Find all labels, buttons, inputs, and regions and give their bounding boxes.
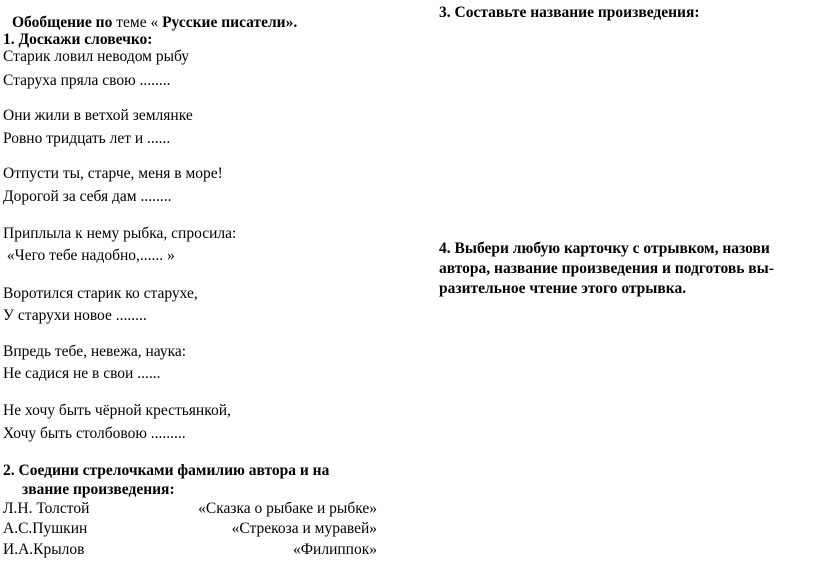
task1-line: Они жили в ветхой землянке [3, 107, 193, 124]
task1-line: «Чего тебе надобно,...... » [3, 247, 175, 264]
title-topic: Русские писатели». [162, 14, 298, 31]
task1-line: У старухи новое ........ [3, 307, 147, 324]
task1-line: Отпусти ты, старче, меня в море! [3, 165, 223, 182]
task1-line: Старик ловил неводом рыбу [3, 48, 190, 65]
task1-line: Дорогой за себя дам ........ [3, 188, 172, 205]
title-middle: теме « [112, 14, 163, 31]
task4-line: автора, название произведения и подготовь вы- [439, 260, 774, 277]
work-title: «Филиппок» [293, 541, 377, 558]
task1-line: Приплыла к нему рыбка, спросила: [3, 225, 237, 242]
task2-title-continued: звание произведения: [22, 481, 175, 498]
task4-line: 4. Выбери любую карточку с отрывком, назови [439, 240, 770, 257]
task1-line: Хочу быть столбовою ......... [3, 425, 186, 442]
work-title: «Сказка о рыбаке и рыбке» [198, 500, 377, 517]
task1-line: Впредь тебе, невежа, наука: [3, 343, 187, 360]
author-name: А.С.Пушкин [3, 520, 88, 537]
task4-line: разительное чтение этого отрывка. [439, 280, 687, 297]
task3-title: 3. Составьте название произведения: [439, 4, 700, 21]
task1-line: Ровно тридцать лет и ...... [3, 130, 171, 147]
task1-line: Не садися не в свои ...... [3, 365, 161, 382]
author-name: И.А.Крылов [3, 541, 85, 558]
author-name: Л.Н. Толстой [3, 500, 90, 517]
task1-line: Воротился старик ко старухе, [3, 285, 198, 302]
task1-line: Не хочу быть чёрной крестьянкой, [3, 402, 231, 419]
work-title: «Стрекоза и муравей» [231, 520, 377, 537]
task1-title: 1. Доскажи словечко: [3, 31, 153, 48]
title-prefix: Обобщение по [12, 14, 113, 31]
task2-title: 2. Соедини стрелочками фамилию автора и на [3, 462, 330, 479]
task1-line: Старуха пряла свою ........ [3, 72, 171, 89]
page-title [12, 14, 297, 32]
